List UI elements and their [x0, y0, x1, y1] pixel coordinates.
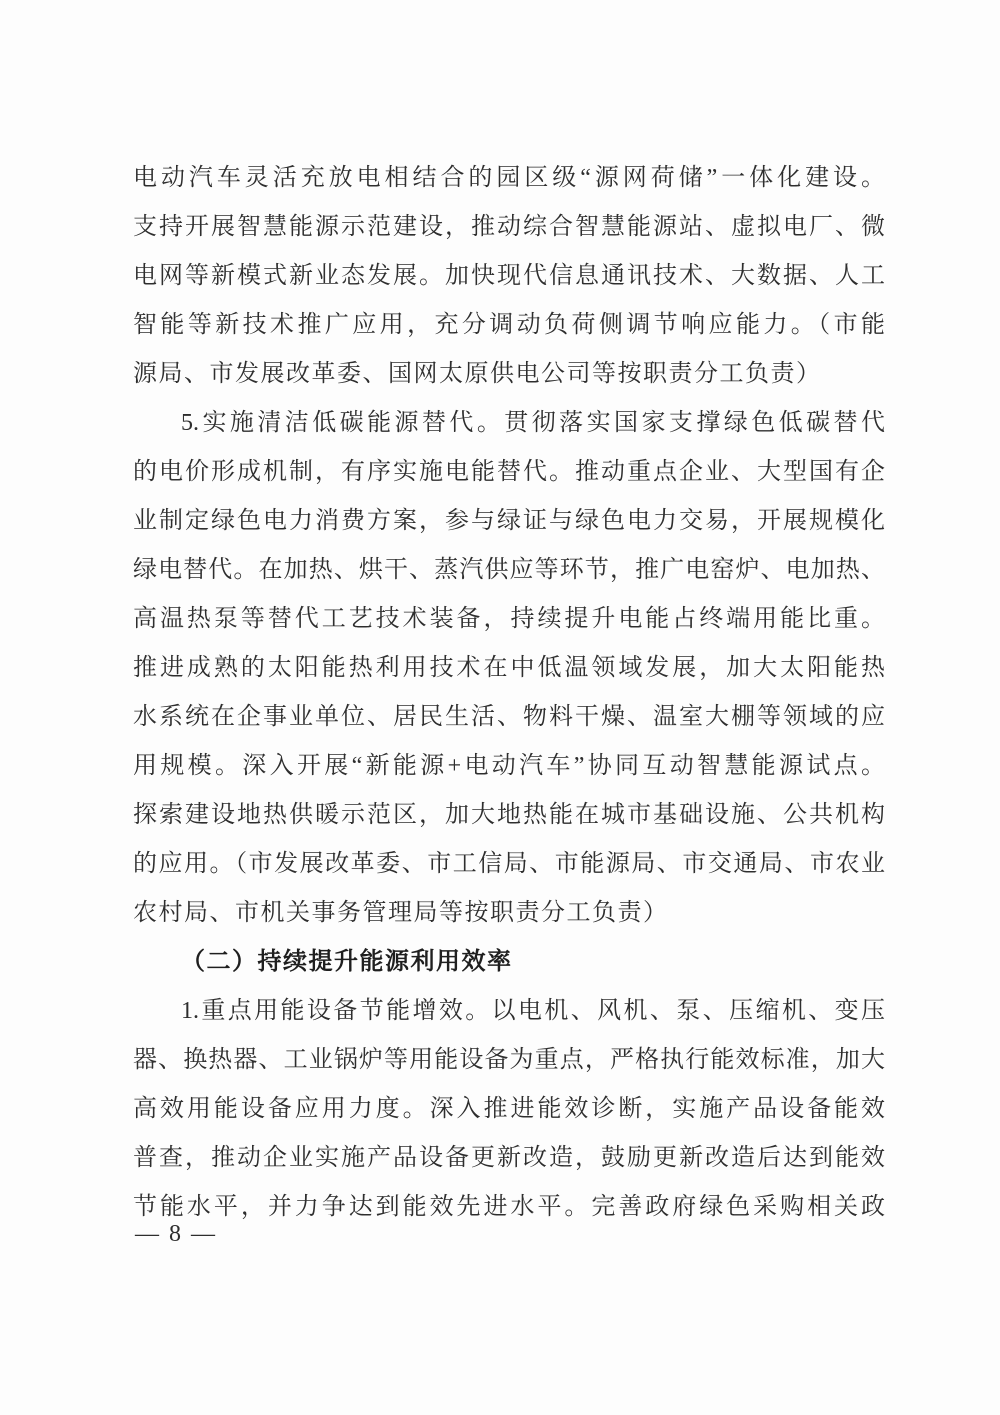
text-line: 高温热泵等替代工艺技术装备，持续提升电能占终端用能比重。	[133, 606, 885, 632]
document-body-text	[133, 154, 885, 1232]
text-line: 电动汽车灵活充放电相结合的园区级“源网荷储”一体化建设。	[133, 165, 885, 191]
text-line: 农村局、市机关事务管理局等按职责分工负责）	[133, 900, 669, 926]
text-line: 节能水平，并力争达到能效先进水平。完善政府绿色采购相关政	[133, 1194, 885, 1220]
text-line: 探索建设地热供暖示范区，加大地热能在城市基础设施、公共机构	[133, 802, 885, 828]
text-line: 智能等新技术推广应用，充分调动负荷侧调节响应能力。（市能	[133, 312, 885, 338]
text-line: 绿电替代。在加热、烘干、蒸汽供应等环节，推广电窑炉、电加热、	[133, 557, 885, 583]
paragraph-start-line: 1.重点用能设备节能增效。以电机、风机、泵、压缩机、变压	[181, 998, 885, 1024]
page-number: — 8 —	[135, 1221, 217, 1247]
text-line: 推进成熟的太阳能热利用技术在中低温领域发展，加大太阳能热	[133, 655, 885, 681]
paragraph-start-line: 5.实施清洁低碳能源替代。贯彻落实国家支撑绿色低碳替代	[181, 410, 885, 436]
text-line: 用规模。深入开展“新能源+电动汽车”协同互动智慧能源试点。	[133, 753, 885, 779]
text-line: 的应用。（市发展改革委、市工信局、市能源局、市交通局、市农业	[133, 851, 885, 877]
section-heading: （二）持续提升能源利用效率	[181, 949, 513, 975]
text-line: 水系统在企事业单位、居民生活、物料干燥、温室大棚等领域的应	[133, 704, 885, 730]
text-line: 普查，推动企业实施产品设备更新改造，鼓励更新改造后达到能效	[133, 1145, 885, 1171]
text-line: 支持开展智慧能源示范建设，推动综合智慧能源站、虚拟电厂、微	[133, 214, 885, 240]
text-line: 的电价形成机制，有序实施电能替代。推动重点企业、大型国有企	[133, 459, 885, 485]
text-line: 高效用能设备应用力度。深入推进能效诊断，实施产品设备能效	[133, 1096, 885, 1122]
text-line: 业制定绿色电力消费方案，参与绿证与绿色电力交易，开展规模化	[133, 508, 885, 534]
text-line: 器、换热器、工业锅炉等用能设备为重点，严格执行能效标准，加大	[133, 1047, 885, 1073]
text-line: 电网等新模式新业态发展。加快现代信息通讯技术、大数据、人工	[133, 263, 885, 289]
text-line: 源局、市发展改革委、国网太原供电公司等按职责分工负责）	[133, 361, 822, 387]
